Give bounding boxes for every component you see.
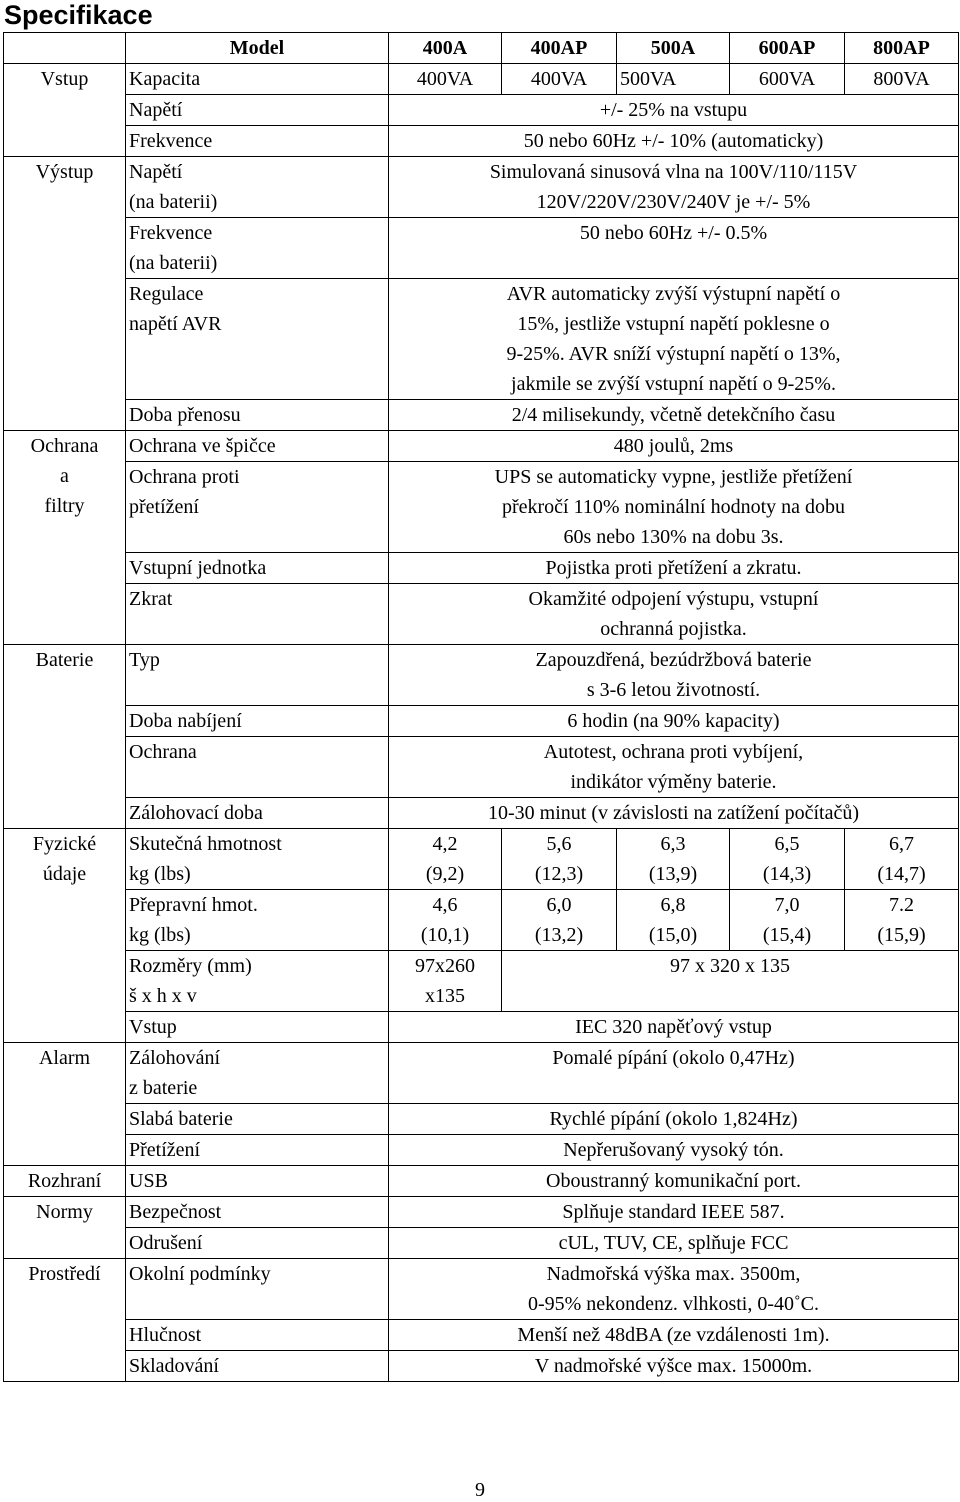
row-label: Kapacita <box>126 64 389 95</box>
table-row <box>4 157 959 218</box>
cell-value: V nadmořské výšce max. 15000m. <box>389 1351 959 1382</box>
group-alarm: Alarm <box>4 1043 126 1166</box>
table-row <box>4 462 959 553</box>
row-label: Zálohovací doba <box>126 798 389 829</box>
group-battery: Baterie <box>4 645 126 829</box>
cell-value: 6,0 (13,2) <box>502 890 617 951</box>
cell-value: 4,6 (10,1) <box>389 890 502 951</box>
header-row <box>4 33 959 64</box>
row-label: Bezpečnost <box>126 1197 389 1228</box>
cell-value: 2/4 milisekundy, včetně detekčního času <box>389 400 959 431</box>
spec-table <box>3 32 959 1382</box>
table-row <box>4 1104 959 1135</box>
row-label: Napětí <box>126 95 389 126</box>
cell-value: Menší než 48dBA (ze vzdálenosti 1m). <box>389 1320 959 1351</box>
table-row <box>4 890 959 951</box>
row-label: Frekvence (na baterii) <box>126 218 389 279</box>
table-row <box>4 126 959 157</box>
group-physical: Fyzické údaje <box>4 829 126 1043</box>
cell-value: 6,5 (14,3) <box>730 829 845 890</box>
row-label: Slabá baterie <box>126 1104 389 1135</box>
cell-value: 400VA <box>389 64 502 95</box>
header-empty <box>4 33 126 64</box>
cell-value: 5,6 (12,3) <box>502 829 617 890</box>
cell-value: Oboustranný komunikační port. <box>389 1166 959 1197</box>
cell-value: 600VA <box>730 64 845 95</box>
row-label: Skladování <box>126 1351 389 1382</box>
table-row <box>4 584 959 645</box>
cell-value: 7.2 (15,9) <box>845 890 959 951</box>
cell-value: AVR automaticky zvýší výstupní napětí o 15%, jestliže vstupní napětí poklesne o 9-25%. AVR sníží výstupní napětí o 13%, jakmile se zvýší vstupní napětí o 9-25%. <box>389 279 959 400</box>
cell-value: 480 joulů, 2ms <box>389 431 959 462</box>
table-row <box>4 737 959 798</box>
cell-value: 4,2 (9,2) <box>389 829 502 890</box>
header-400ap: 400AP <box>502 33 617 64</box>
table-row <box>4 218 959 279</box>
header-model: Model <box>126 33 389 64</box>
row-label: Ochrana ve špičce <box>126 431 389 462</box>
row-label: Regulace napětí AVR <box>126 279 389 400</box>
table-row <box>4 1012 959 1043</box>
group-protection: Ochrana a filtry <box>4 431 126 645</box>
table-row <box>4 431 959 462</box>
header-400a: 400A <box>389 33 502 64</box>
table-row <box>4 1351 959 1382</box>
cell-value: 6,3 (13,9) <box>617 829 730 890</box>
row-label: Zálohování z baterie <box>126 1043 389 1104</box>
group-input: Vstup <box>4 64 126 157</box>
table-row <box>4 706 959 737</box>
table-row <box>4 279 959 400</box>
table-row <box>4 1166 959 1197</box>
cell-value: Pomalé pípání (okolo 0,47Hz) <box>389 1043 959 1104</box>
table-row <box>4 1320 959 1351</box>
cell-value: 6 hodin (na 90% kapacity) <box>389 706 959 737</box>
row-label: Okolní podmínky <box>126 1259 389 1320</box>
row-label: Skutečná hmotnost kg (lbs) <box>126 829 389 890</box>
header-600ap: 600AP <box>730 33 845 64</box>
group-environment: Prostředí <box>4 1259 126 1382</box>
cell-value: IEC 320 napěťový vstup <box>389 1012 959 1043</box>
table-row <box>4 553 959 584</box>
table-row <box>4 1135 959 1166</box>
table-row <box>4 95 959 126</box>
cell-value: UPS se automaticky vypne, jestliže přetížení překročí 110% nominální hodnoty na dobu 60s nebo 130% na dobu 3s. <box>389 462 959 553</box>
cell-value: Pojistka proti přetížení a zkratu. <box>389 553 959 584</box>
row-label: Doba přenosu <box>126 400 389 431</box>
row-label: Vstupní jednotka <box>126 553 389 584</box>
cell-value: 10-30 minut (v závislosti na zatížení počítačů) <box>389 798 959 829</box>
table-row <box>4 1259 959 1320</box>
row-label: Přetížení <box>126 1135 389 1166</box>
header-500a: 500A <box>617 33 730 64</box>
table-row <box>4 645 959 706</box>
cell-value: 6,8 (15,0) <box>617 890 730 951</box>
cell-value: 800VA <box>845 64 959 95</box>
table-row <box>4 64 959 95</box>
cell-value: 400VA <box>502 64 617 95</box>
table-row <box>4 400 959 431</box>
row-label: Přepravní hmot. kg (lbs) <box>126 890 389 951</box>
row-label: Typ <box>126 645 389 706</box>
row-label: Ochrana proti přetížení <box>126 462 389 553</box>
row-label: Vstup <box>126 1012 389 1043</box>
cell-value: Zapouzdřená, bezúdržbová baterie s 3-6 letou životností. <box>389 645 959 706</box>
group-output: Výstup <box>4 157 126 431</box>
row-label: Rozměry (mm) š x h x v <box>126 951 389 1012</box>
cell-value: 97x260 x135 <box>389 951 502 1012</box>
table-row <box>4 1228 959 1259</box>
row-label: Ochrana <box>126 737 389 798</box>
cell-value: 97 x 320 x 135 <box>502 951 959 1012</box>
cell-value: cUL, TUV, CE, splňuje FCC <box>389 1228 959 1259</box>
cell-value: Nepřerušovaný vysoký tón. <box>389 1135 959 1166</box>
row-label: Hlučnost <box>126 1320 389 1351</box>
row-label: Napětí (na baterii) <box>126 157 389 218</box>
table-row <box>4 798 959 829</box>
cell-value: +/- 25% na vstupu <box>389 95 959 126</box>
row-label: Doba nabíjení <box>126 706 389 737</box>
row-label: Odrušení <box>126 1228 389 1259</box>
row-label: USB <box>126 1166 389 1197</box>
group-norms: Normy <box>4 1197 126 1259</box>
cell-value: Splňuje standard IEEE 587. <box>389 1197 959 1228</box>
group-interface: Rozhraní <box>4 1166 126 1197</box>
cell-value: 50 nebo 60Hz +/- 0.5% <box>389 218 959 279</box>
cell-value: 7,0 (15,4) <box>730 890 845 951</box>
table-row <box>4 829 959 890</box>
cell-value: Rychlé pípání (okolo 1,824Hz) <box>389 1104 959 1135</box>
table-row <box>4 1043 959 1104</box>
cell-value: Nadmořská výška max. 3500m, 0-95% nekondenz. vlhkosti, 0-40˚C. <box>389 1259 959 1320</box>
page-number: 9 <box>475 1479 485 1501</box>
cell-value: Simulovaná sinusová vlna na 100V/110/115V 120V/220V/230V/240V je +/- 5% <box>389 157 959 218</box>
row-label: Zkrat <box>126 584 389 645</box>
table-row <box>4 1197 959 1228</box>
cell-value: 500VA <box>617 64 730 95</box>
page-title: Specifikace <box>4 0 153 30</box>
table-row <box>4 951 959 1012</box>
cell-value: Autotest, ochrana proti vybíjení, indikátor výměny baterie. <box>389 737 959 798</box>
cell-value: Okamžité odpojení výstupu, vstupní ochranná pojistka. <box>389 584 959 645</box>
cell-value: 6,7 (14,7) <box>845 829 959 890</box>
header-800ap: 800AP <box>845 33 959 64</box>
cell-value: 50 nebo 60Hz +/- 10% (automaticky) <box>389 126 959 157</box>
row-label: Frekvence <box>126 126 389 157</box>
